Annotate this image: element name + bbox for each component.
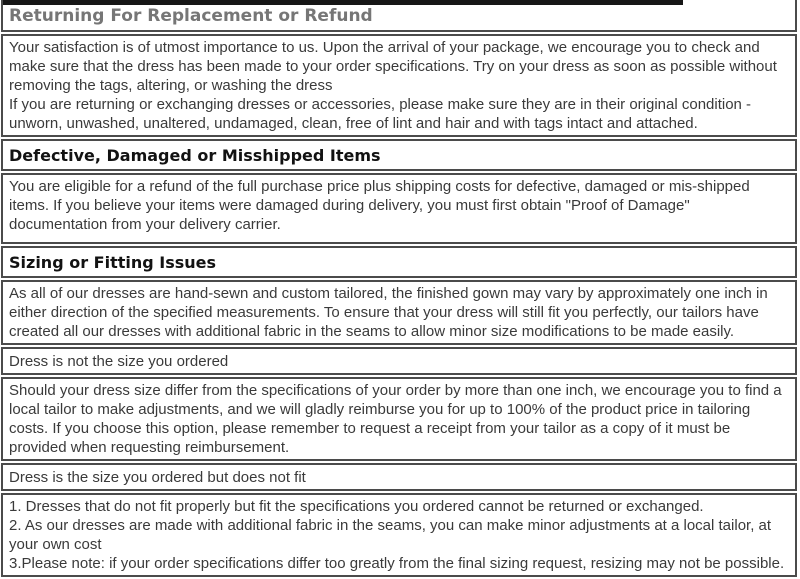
defective-body: You are eligible for a refund of the full purchase price plus shipping costs for defective, damaged or mis-shipped items. If you believe your items were damaged during delivery, you must first obtain "Proof of Damage" documentation from your delivery carrier.: [9, 178, 750, 233]
fit-list-box: [1, 493, 797, 577]
wrong-size-body: Should your dress size differ from the specifications of your order by more than one inch, we encourage you to find a local tailor to make adjustments, and we will gladly reimburse you for up to 100% of the product price in tailoring costs. If you choose this option, please remember to request a receipt from your tailor as a copy of it must be provided when requesting reimbursement.: [9, 382, 782, 456]
intro-paragraph-2: If you are returning or exchanging dresses or accessories, please make sure they are in their original condition - unworn, unwashed, unaltered, undamaged, clean, free of lint and hair and with tags intact and attached.: [9, 96, 752, 132]
subheading-wrong-size: Dress is not the size you ordered: [9, 353, 229, 370]
sizing-heading: Sizing or Fitting Issues: [9, 253, 217, 272]
intro-paragraph-1: Your satisfaction is of utmost importance to us. Upon the arrival of your package, we encourage you to check and make sure that the dress has been made to your order specifications. Try on your dress as soon as possible without removing the tags, altering, or washing the dress: [9, 39, 777, 94]
defective-heading-box: [1, 139, 797, 171]
defective-heading: Defective, Damaged or Misshipped Items: [9, 146, 381, 165]
subheading-does-not-fit: Dress is the size you ordered but does not fit: [9, 469, 306, 486]
title-top-bar: [3, 0, 683, 5]
subheading-wrong-size-box: [1, 347, 797, 375]
page-title: Returning For Replacement or Refund: [9, 6, 373, 26]
fit-list-item-2: 2. As our dresses are made with additional fabric in the seams, you can make minor adjustments at a local tailor, at your own cost: [9, 517, 772, 553]
sizing-body: As all of our dresses are hand-sewn and custom tailored, the finished gown may vary by approximately one inch in either direction of the specified measurements. To ensure that your dress will still fit you perfectly, our tailors have created all our dresses with additional fabric in the seams to allow minor size modifications to be made easily.: [9, 285, 768, 340]
intro-section: [1, 34, 797, 137]
sizing-heading-box: [1, 246, 797, 278]
sizing-body-box: [1, 280, 797, 345]
fit-list-item-3: 3.Please note: if your order specifications differ too greatly from the final sizing request, resizing may not be possible.: [9, 555, 785, 572]
return-policy-document: [1, 0, 797, 577]
wrong-size-body-box: [1, 377, 797, 461]
fit-list-item-1: 1. Dresses that do not fit properly but fit the specifications you ordered cannot be returned or exchanged.: [9, 498, 704, 515]
subheading-does-not-fit-box: [1, 463, 797, 491]
title-box: [1, 0, 797, 32]
defective-body-box: [1, 173, 797, 244]
